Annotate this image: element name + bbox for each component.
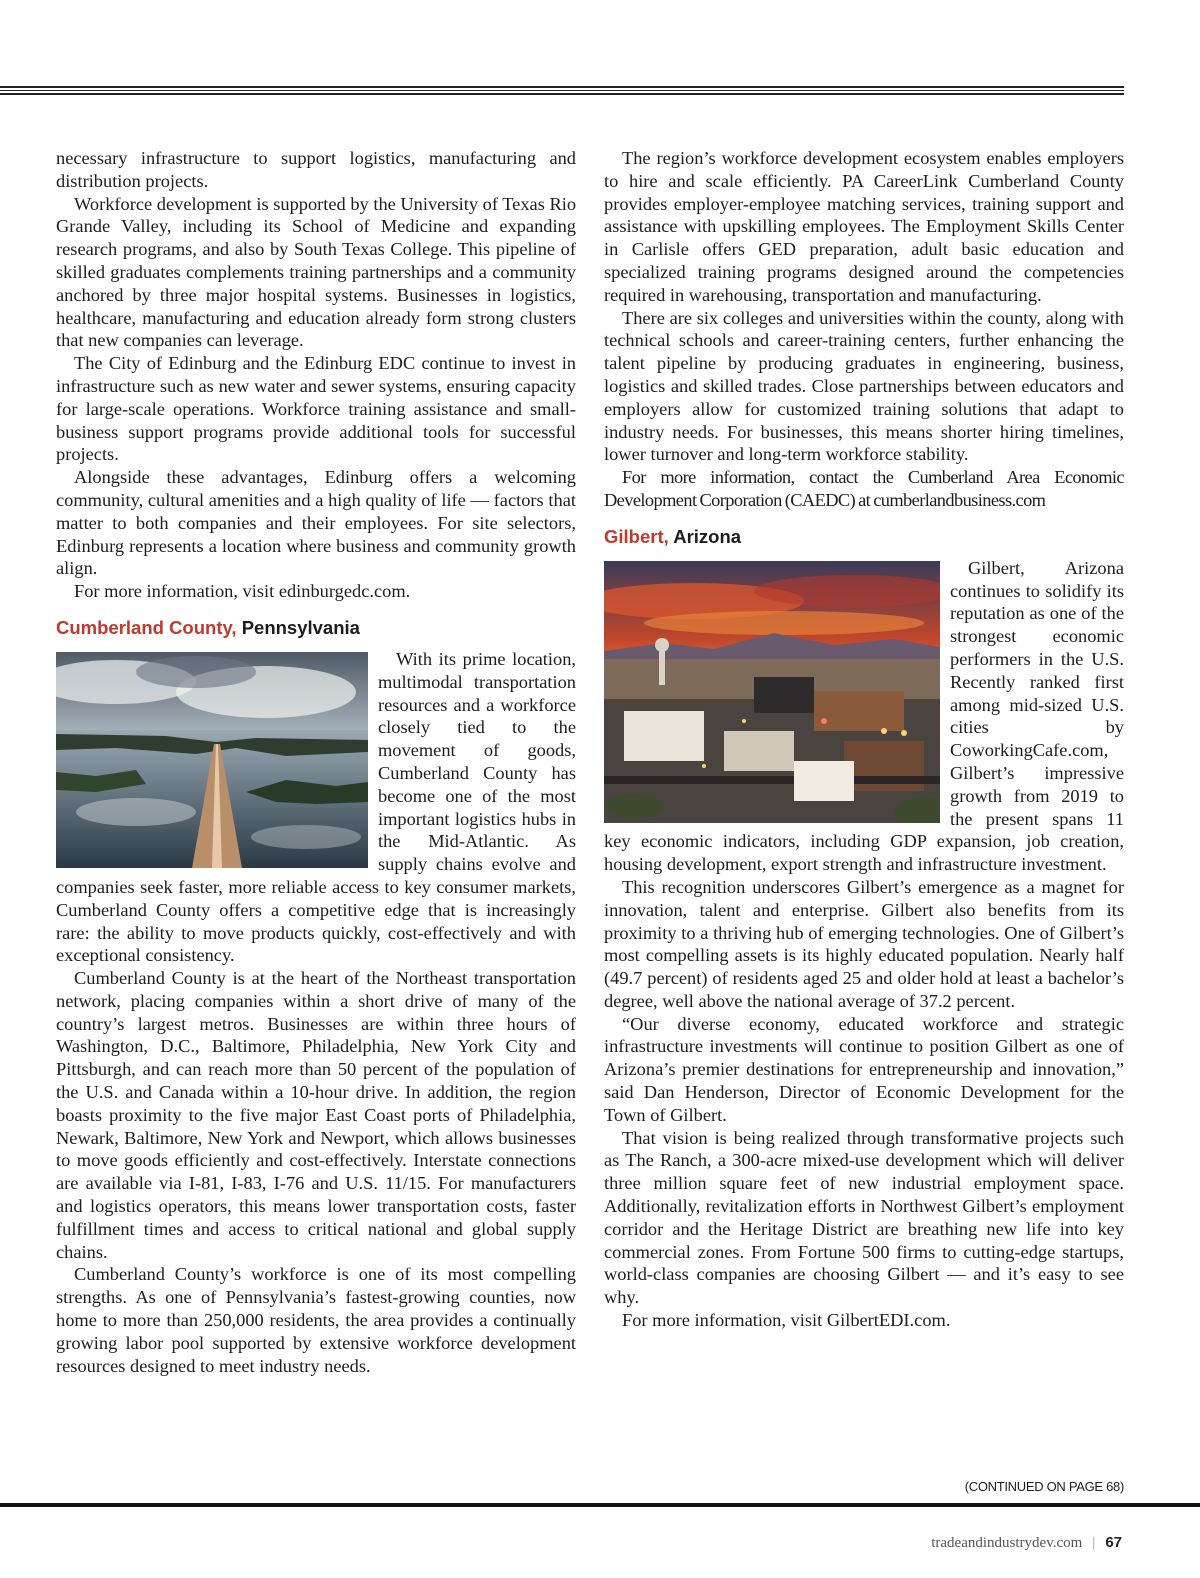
gilbert-heading	[604, 525, 1124, 549]
gilbert-heading-place: Gilbert,	[604, 525, 669, 547]
page-footer	[931, 1534, 1122, 1552]
top-rule-2	[0, 90, 1124, 91]
cumberland-paragraph-2: Cumberland County is at the heart of the Northeast transportation network, placing companies within a short drive of many of the country’s largest metros. Businesses are within three hours of Washington, D.C., Baltimore, Philadelphia, New York City and Pittsburgh, and can reach more than 50 percent of the population of the U.S. and Canada within a 10-hour drive. In addition, the region boasts proximity to the five major East Coast ports of Philadelphia, Newark, Baltimore, New York and Newport, which allows businesses to move goods efficiently and cost-effectively. Interstate connections are available via I-81, I-83, I-76 and U.S. 11/15. For manufacturers and logistics operators, this means lower transportation costs, faster fulfillment times and access to critical national and global supply chains.	[56, 968, 576, 1262]
gilbert-paragraph-3: “Our diverse economy, educated workforce and strategic infrastructure investments will continue to position Gilbert as one of Arizona’s premier destinations for entrepreneurship and innovation,” said Dan Henderson, Director of Economic Development for the Town of Gilbert.	[604, 1013, 1124, 1125]
right-column	[604, 147, 1124, 1332]
bottom-rule	[0, 1503, 1200, 1507]
edinburg-paragraph-3: The City of Edinburg and the Edinburg EDC continue to invest in infrastructure such as new water and sewer systems, ensuring capacity for large-scale operations. Workforce training assistance and small-business support programs provide additional tools for successful projects.	[56, 353, 576, 465]
cumberland-bridge-photo	[56, 652, 368, 868]
footer-separator: |	[1092, 1535, 1096, 1551]
cumberland-heading-state: Pennsylvania	[241, 616, 360, 638]
gilbert-paragraph-4: That vision is being realized through transformative projects such as The Ranch, a 300-acre mixed-use development which will deliver three million square feet of new industrial employment space. Additionally, revitalization efforts in Northwest Gilbert’s employment corridor and the Heritage District are breathing new life into key commercial zones. From Fortune 500 firms to cutting-edge startups, world-class companies are choosing Gilbert — and it’s easy to see why.	[604, 1127, 1124, 1308]
edinburg-paragraph-1: necessary infrastructure to support logistics, manufacturing and distribution projects.	[56, 148, 576, 191]
footer-site: tradeandindustrydev.com	[931, 1535, 1083, 1551]
continued-note: (CONTINUED ON PAGE 68)	[964, 1479, 1124, 1494]
cumberland-paragraph-4: The region’s workforce development ecosystem enables employers to hire and scale efficiently. PA CareerLink Cumberland County provides employer-employee matching services, training support and assistance with upskilling employees. The Employment Skills Center in Carlisle offers GED preparation, adult basic education and specialized training programs designed around the competencies required in warehousing, transportation and manufacturing.	[604, 148, 1124, 305]
top-rule-3	[0, 93, 1124, 95]
cumberland-paragraph-1: With its prime location, multimodal transportation resources and a workforce closely tied to the movement of goods, Cumberland County has become one of the most important logistics hubs in the Mid-Atlantic. As supply chains evolve and companies seek faster, more reliable access to key consumer markets, Cumberland County offers a competitive edge that is increasingly rare: the ability to move products quickly, cost-effectively and with exceptional consistency.	[56, 648, 576, 966]
cumberland-paragraph-3: Cumberland County’s workforce is one of its most compelling strengths. As one of Pennsylvania’s fastest-growing counties, now home to more than 250,000 residents, the area provides a continually growing labor pool supported by extensive workforce development resources designed to meet industry needs.	[56, 1264, 576, 1376]
left-column	[56, 147, 576, 1377]
cumberland-heading	[56, 616, 576, 640]
gilbert-city-photo	[604, 561, 940, 823]
top-rule-1	[0, 86, 1124, 88]
edinburg-paragraph-4: Alongside these advantages, Edinburg offers a welcoming community, cultural amenities and a high quality of life — factors that matter to both companies and their employees. For site selectors, Edinburg represents a location where business and community growth align.	[56, 467, 576, 579]
page-number: 67	[1105, 1534, 1122, 1551]
gilbert-paragraph-5: For more information, visit GilbertEDI.com.	[622, 1310, 951, 1331]
edinburg-paragraph-5: For more information, visit edinburgedc.com.	[74, 581, 411, 602]
cumberland-paragraph-5: There are six colleges and universities within the county, along with technical schools and career-training centers, further enhancing the talent pipeline by producing graduates in engineering, business, logistics and skilled trades. Close partnerships between educators and employers allow for customized training solutions that adapt to industry needs. For businesses, this means shorter hiring timelines, lower turnover and long-term workforce stability.	[604, 307, 1124, 465]
cumberland-heading-place: Cumberland County,	[56, 616, 237, 638]
edinburg-paragraph-2: Workforce development is supported by the University of Texas Rio Grande Valley, including its School of Medicine and expanding research programs, and also by South Texas College. This pipeline of skilled graduates complements training partnerships and a community anchored by three major hospital systems. Businesses in logistics, healthcare, manufacturing and education already form strong clusters that new companies can leverage.	[56, 193, 577, 351]
gilbert-heading-state: Arizona	[673, 525, 742, 547]
gilbert-paragraph-1: Gilbert, Arizona continues to solidify its reputation as one of the strongest economic performers in the U.S. Recently ranked first among mid-sized U.S. cities by CoworkingCafe.com, Gilbert’s impressive growth from 2019 to the present spans 11 key economic indicators, including GDP expansion, job creation, housing development, export strength and infrastructure investment.	[604, 557, 1124, 875]
gilbert-paragraph-2: This recognition underscores Gilbert’s emergence as a magnet for innovation, talent and enterprise. Gilbert also benefits from its proximity to a thriving hub of emerging technologies. One of Gilbert’s most compelling assets is its highly educated population. Nearly half (49.7 percent) of residents aged 25 and older hold at least a bachelor’s degree, well above the national average of 37.2 percent.	[604, 876, 1124, 1011]
cumberland-paragraph-6: For more information, contact the Cumberland Area Economic Development Corporation (CAEDC) at cumberlandbusiness.com	[604, 467, 1124, 510]
